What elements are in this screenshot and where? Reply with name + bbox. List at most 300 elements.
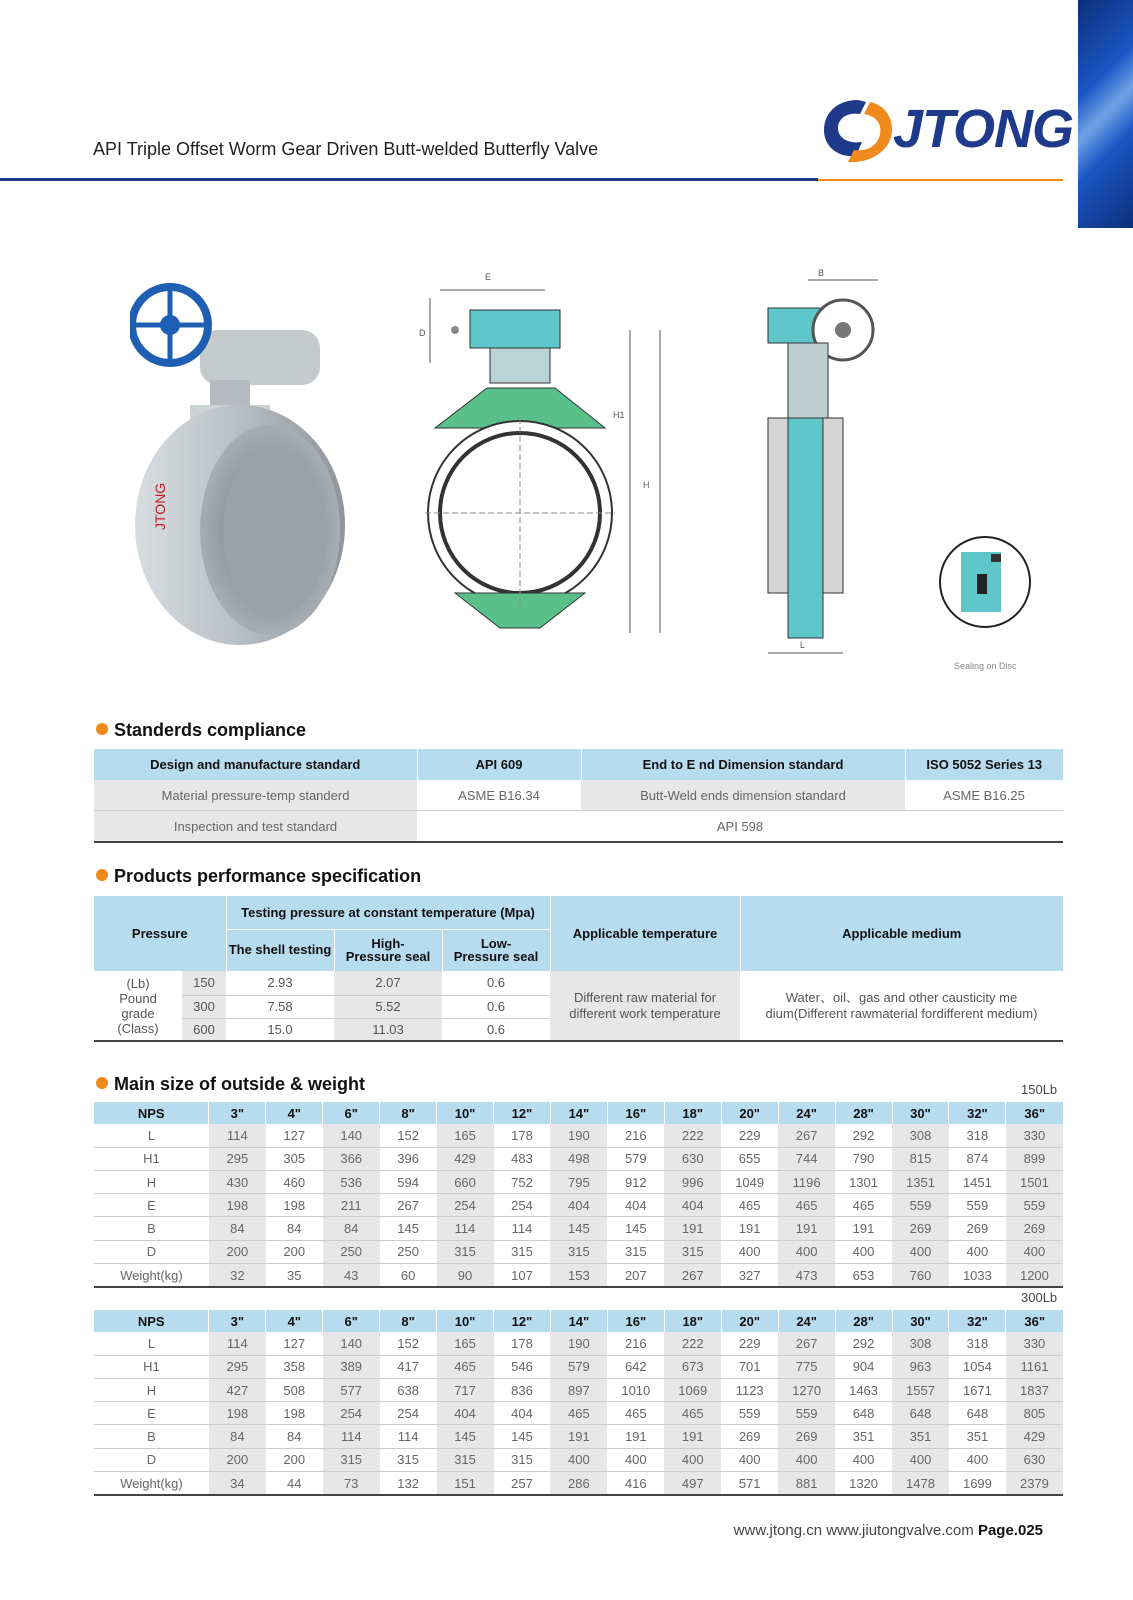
- side-view-drawing: [758, 268, 888, 668]
- table-cell: 795: [550, 1170, 607, 1193]
- table-cell: 579: [550, 1355, 607, 1378]
- table-cell: 559: [1006, 1194, 1063, 1217]
- class-300-label: 300Lb: [1021, 1290, 1058, 1305]
- table-cell: 1463: [835, 1378, 892, 1401]
- table-cell: 400: [778, 1448, 835, 1471]
- table-cell: Design and manufacture standard: [94, 749, 417, 780]
- performance-heading: [96, 866, 421, 887]
- table-cell: Low- Pressure seal: [442, 929, 550, 971]
- table-header-cell: 36": [1006, 1102, 1063, 1124]
- table-cell: 465: [721, 1194, 778, 1217]
- table-cell: 0.6: [486, 1021, 506, 1037]
- table-cell: 429: [437, 1147, 494, 1170]
- table-header-cell: 6": [323, 1310, 380, 1332]
- table-cell: 216: [607, 1124, 664, 1147]
- table-cell: 178: [494, 1124, 551, 1147]
- table-cell: 190: [550, 1124, 607, 1147]
- table-header-cell: 8": [380, 1102, 437, 1124]
- table-cell: 84: [266, 1425, 323, 1448]
- table-row: [94, 896, 1063, 929]
- table-cell: E: [94, 1402, 209, 1425]
- table-cell: 330: [1006, 1124, 1063, 1147]
- header-rule: [0, 178, 818, 181]
- table-cell: 366: [323, 1147, 380, 1170]
- table-cell: 84: [209, 1425, 266, 1448]
- table-cell: (Lb) Pound grade (Class): [117, 975, 159, 1036]
- table-cell: 559: [949, 1194, 1006, 1217]
- table-cell: 400: [892, 1240, 949, 1263]
- standards-heading: [96, 720, 306, 741]
- footer: [734, 1522, 1043, 1539]
- table-cell: 1123: [721, 1378, 778, 1401]
- dim-h1-label: H1: [613, 410, 625, 420]
- table-cell: High- Pressure seal: [334, 929, 442, 971]
- table-cell: 191: [664, 1425, 721, 1448]
- table-cell: 912: [607, 1170, 664, 1193]
- table-cell: E: [94, 1194, 209, 1217]
- table-row: [94, 1332, 1063, 1355]
- table-cell: Different raw material for different work temperature: [550, 971, 740, 1041]
- table-cell: Pressure: [94, 896, 226, 971]
- table-cell: 465: [835, 1194, 892, 1217]
- table-cell: 308: [892, 1332, 949, 1355]
- table-cell: 648: [949, 1402, 1006, 1425]
- table-cell: 2379: [1006, 1472, 1063, 1496]
- table-cell: 460: [266, 1170, 323, 1193]
- table-cell: 84: [266, 1217, 323, 1240]
- table-cell: 465: [437, 1355, 494, 1378]
- table-header-cell: 3": [209, 1310, 266, 1332]
- table-cell: 1033: [949, 1264, 1006, 1288]
- table-cell: 73: [323, 1472, 380, 1496]
- table-cell: 5.52: [334, 995, 442, 1018]
- table-cell: H1: [94, 1147, 209, 1170]
- table-cell: 0.6: [442, 995, 550, 1018]
- table-cell: L: [94, 1124, 209, 1147]
- table-cell: 400: [721, 1240, 778, 1263]
- table-cell: ISO 5052 Series 13: [905, 749, 1063, 780]
- table-cell: 805: [1006, 1402, 1063, 1425]
- table-cell: 207: [607, 1264, 664, 1288]
- table-cell: 571: [721, 1472, 778, 1496]
- table-cell: D: [94, 1240, 209, 1263]
- table-cell: 35: [266, 1264, 323, 1288]
- table-cell: 404: [550, 1194, 607, 1217]
- size-heading: [96, 1074, 365, 1095]
- table-cell: 200: [209, 1448, 266, 1471]
- table-cell: 790: [835, 1147, 892, 1170]
- table-cell: 269: [778, 1425, 835, 1448]
- table-cell: 430: [209, 1170, 266, 1193]
- table-cell: 1501: [1006, 1170, 1063, 1193]
- table-cell: 34: [209, 1472, 266, 1496]
- table-cell: B: [94, 1217, 209, 1240]
- table-header-row: [94, 1102, 1063, 1124]
- table-cell: 653: [835, 1264, 892, 1288]
- table-row: [94, 1472, 1063, 1496]
- table-row: [94, 1147, 1063, 1170]
- table-cell: 594: [380, 1170, 437, 1193]
- table-cell: 222: [664, 1332, 721, 1355]
- table-cell: 358: [266, 1355, 323, 1378]
- table-cell: Weight(kg): [94, 1472, 209, 1496]
- table-cell: ASME B16.34: [417, 780, 581, 811]
- table-header-cell: 28": [835, 1310, 892, 1332]
- table-row: [94, 1264, 1063, 1288]
- table-cell: 673: [664, 1355, 721, 1378]
- table-header-cell: 14": [550, 1102, 607, 1124]
- table-cell: 269: [1006, 1217, 1063, 1240]
- table-cell: 963: [892, 1355, 949, 1378]
- table-cell: 1557: [892, 1378, 949, 1401]
- table-cell: 127: [266, 1332, 323, 1355]
- table-cell: 191: [721, 1217, 778, 1240]
- table-cell: B: [94, 1425, 209, 1448]
- table-cell: 330: [1006, 1332, 1063, 1355]
- table-cell: 400: [835, 1448, 892, 1471]
- table-cell: 132: [380, 1472, 437, 1496]
- svg-text:JTONG: JTONG: [152, 482, 168, 530]
- table-cell: 648: [892, 1402, 949, 1425]
- table-cell: 114: [323, 1425, 380, 1448]
- table-cell: 904: [835, 1355, 892, 1378]
- table-row: [94, 1402, 1063, 1425]
- table-cell: 577: [323, 1378, 380, 1401]
- table-cell: 267: [664, 1264, 721, 1288]
- table-cell: 15.0: [267, 1021, 293, 1037]
- table-cell: 760: [892, 1264, 949, 1288]
- table-cell: 254: [323, 1402, 380, 1425]
- table-cell: 559: [721, 1402, 778, 1425]
- table-cell: Applicable temperature: [550, 896, 740, 971]
- table-cell: 315: [607, 1240, 664, 1263]
- table-cell: 165: [437, 1332, 494, 1355]
- table-header-cell: 12": [494, 1102, 551, 1124]
- table-cell: 315: [323, 1448, 380, 1471]
- table-cell: 150: [182, 971, 226, 995]
- table-cell: 775: [778, 1355, 835, 1378]
- table-cell: 1671: [949, 1378, 1006, 1401]
- header-rule-accent: [818, 179, 1063, 181]
- table-cell: 400: [949, 1240, 1006, 1263]
- table-cell: 295: [209, 1147, 266, 1170]
- table-cell: 250: [323, 1240, 380, 1263]
- table-cell: 427: [209, 1378, 266, 1401]
- table-cell: 465: [664, 1402, 721, 1425]
- table-cell: 1161: [1006, 1355, 1063, 1378]
- table-cell: 717: [437, 1378, 494, 1401]
- table-cell: Butt-Weld ends dimension standard: [581, 780, 905, 811]
- table-cell: 318: [949, 1332, 1006, 1355]
- table-cell: 229: [721, 1332, 778, 1355]
- table-cell: 153: [550, 1264, 607, 1288]
- table-cell: 465: [607, 1402, 664, 1425]
- table-cell: 191: [664, 1217, 721, 1240]
- table-header-cell: 20": [721, 1102, 778, 1124]
- table-cell: 404: [607, 1194, 664, 1217]
- table-cell: 400: [550, 1448, 607, 1471]
- table-cell: 1069: [664, 1378, 721, 1401]
- table-cell: 190: [550, 1332, 607, 1355]
- table-cell: 327: [721, 1264, 778, 1288]
- table-cell: 44: [266, 1472, 323, 1496]
- table-cell: 404: [494, 1402, 551, 1425]
- table-cell: 114: [437, 1217, 494, 1240]
- table-cell: 229: [721, 1124, 778, 1147]
- table-header-cell: 20": [721, 1310, 778, 1332]
- table-cell: 701: [721, 1355, 778, 1378]
- table-cell: 114: [209, 1124, 266, 1147]
- table-cell: 90: [437, 1264, 494, 1288]
- table-header-cell: 10": [437, 1310, 494, 1332]
- table-cell: 254: [437, 1194, 494, 1217]
- size-heading-text: Main size of outside & weight: [114, 1074, 366, 1094]
- table-cell: 559: [892, 1194, 949, 1217]
- seal-detail-caption: Sealing on Disc: [954, 661, 1017, 671]
- table-cell: 752: [494, 1170, 551, 1193]
- table-cell: 165: [437, 1124, 494, 1147]
- table-cell: 7.58: [226, 995, 334, 1018]
- table-cell: 655: [721, 1147, 778, 1170]
- table-cell: 465: [778, 1194, 835, 1217]
- table-cell: 396: [380, 1147, 437, 1170]
- table-cell: Weight(kg): [94, 1264, 209, 1288]
- table-cell: 315: [437, 1240, 494, 1263]
- table-header-cell: 3": [209, 1102, 266, 1124]
- valve-photo: [130, 270, 345, 645]
- table-cell: 315: [437, 1448, 494, 1471]
- performance-table: [94, 896, 1063, 1042]
- table-row: [94, 971, 1063, 995]
- table-cell: 254: [494, 1194, 551, 1217]
- table-header-cell: 18": [664, 1310, 721, 1332]
- table-cell: 257: [494, 1472, 551, 1496]
- table-cell: 145: [437, 1425, 494, 1448]
- table-cell: 1837: [1006, 1378, 1063, 1401]
- table-cell: 60: [380, 1264, 437, 1288]
- table-cell: 351: [892, 1425, 949, 1448]
- table-cell: Material pressure-temp standerd: [94, 780, 417, 811]
- dim-b-label: B: [818, 268, 825, 278]
- table-header-row: [94, 1310, 1063, 1332]
- table-cell: 1196: [778, 1170, 835, 1193]
- table-header-cell: NPS: [94, 1102, 209, 1124]
- table-cell: 536: [323, 1170, 380, 1193]
- table-cell: 250: [380, 1240, 437, 1263]
- table-cell: 508: [266, 1378, 323, 1401]
- table-header-cell: 32": [949, 1102, 1006, 1124]
- table-cell: 286: [550, 1472, 607, 1496]
- table-cell: ASME B16.25: [905, 780, 1063, 811]
- table-cell: 465: [550, 1402, 607, 1425]
- table-cell: 295: [209, 1355, 266, 1378]
- table-cell: 140: [323, 1124, 380, 1147]
- size-table-150lb: [94, 1102, 1063, 1288]
- dim-d-label: D: [419, 328, 426, 338]
- table-header-cell: 32": [949, 1310, 1006, 1332]
- dim-e-label: E: [485, 272, 492, 282]
- table-cell: 222: [664, 1124, 721, 1147]
- table-cell: 114: [380, 1425, 437, 1448]
- table-cell: 216: [607, 1332, 664, 1355]
- table-cell: Applicable medium: [740, 896, 1063, 971]
- table-cell: 600: [182, 1018, 226, 1041]
- table-cell: 638: [380, 1378, 437, 1401]
- table-cell: 2.07: [334, 971, 442, 995]
- table-cell: 648: [835, 1402, 892, 1425]
- table-header-cell: 30": [892, 1310, 949, 1332]
- table-row: [94, 749, 1063, 780]
- table-cell: 404: [664, 1194, 721, 1217]
- table-cell: 200: [266, 1240, 323, 1263]
- table-cell: 114: [494, 1217, 551, 1240]
- table-cell: 200: [209, 1240, 266, 1263]
- dim-l-label: L: [800, 640, 806, 650]
- table-header-cell: 8": [380, 1310, 437, 1332]
- table-header-cell: 36": [1006, 1310, 1063, 1332]
- table-cell: 315: [550, 1240, 607, 1263]
- table-cell: 191: [607, 1425, 664, 1448]
- table-cell: API 598: [417, 811, 1063, 843]
- table-cell: 107: [494, 1264, 551, 1288]
- table-cell: 497: [664, 1472, 721, 1496]
- table-cell: 400: [1006, 1240, 1063, 1263]
- table-cell: 400: [949, 1448, 1006, 1471]
- table-header-cell: NPS: [94, 1310, 209, 1332]
- seal-detail-drawing: [935, 534, 1050, 629]
- table-cell: 1451: [949, 1170, 1006, 1193]
- table-cell: 1049: [721, 1170, 778, 1193]
- table-header-cell: 4": [266, 1102, 323, 1124]
- table-cell: 308: [892, 1124, 949, 1147]
- table-cell: 815: [892, 1147, 949, 1170]
- table-header-cell: 10": [437, 1102, 494, 1124]
- table-cell: The shell testing: [226, 929, 334, 971]
- table-cell: 198: [266, 1194, 323, 1217]
- table-cell: 211: [323, 1194, 380, 1217]
- bullet-icon: [96, 1077, 108, 1089]
- table-cell: 1699: [949, 1472, 1006, 1496]
- table-cell: 315: [494, 1448, 551, 1471]
- table-row: [94, 780, 1063, 811]
- logo-icon: [818, 92, 893, 164]
- bullet-icon: [96, 723, 108, 735]
- standards-heading-text: Standerds compliance: [114, 720, 307, 740]
- table-cell: 140: [323, 1332, 380, 1355]
- table-cell: 191: [550, 1425, 607, 1448]
- table-cell: 483: [494, 1147, 551, 1170]
- table-cell: 1200: [1006, 1264, 1063, 1288]
- table-cell: 1478: [892, 1472, 949, 1496]
- table-row: [94, 811, 1063, 843]
- table-cell: 292: [835, 1124, 892, 1147]
- page-number: Page.025: [977, 1522, 1043, 1539]
- table-row: [94, 1355, 1063, 1378]
- table-cell: 400: [778, 1240, 835, 1263]
- table-header-cell: 28": [835, 1102, 892, 1124]
- table-cell: H1: [94, 1355, 209, 1378]
- table-cell: 1301: [835, 1170, 892, 1193]
- table-cell: 351: [949, 1425, 1006, 1448]
- table-cell: 145: [494, 1425, 551, 1448]
- table-cell: 305: [266, 1147, 323, 1170]
- table-cell: 152: [380, 1332, 437, 1355]
- table-cell: 400: [607, 1448, 664, 1471]
- table-cell: 429: [1006, 1425, 1063, 1448]
- table-header-cell: 14": [550, 1310, 607, 1332]
- table-cell: 416: [607, 1472, 664, 1496]
- table-cell: 198: [209, 1402, 266, 1425]
- table-header-cell: 24": [778, 1310, 835, 1332]
- table-cell: 178: [494, 1332, 551, 1355]
- table-cell: 400: [721, 1448, 778, 1471]
- table-cell: 267: [380, 1194, 437, 1217]
- table-cell: 198: [209, 1194, 266, 1217]
- table-cell: 546: [494, 1355, 551, 1378]
- table-cell: 881: [778, 1472, 835, 1496]
- table-cell: 191: [778, 1217, 835, 1240]
- table-cell: 198: [266, 1402, 323, 1425]
- table-cell: L: [94, 1332, 209, 1355]
- table-cell: 874: [949, 1147, 1006, 1170]
- table-cell: D: [94, 1448, 209, 1471]
- table-header-cell: 16": [607, 1102, 664, 1124]
- table-cell: 1054: [949, 1355, 1006, 1378]
- table-cell: 145: [607, 1217, 664, 1240]
- table-cell: H: [94, 1378, 209, 1401]
- class-150-label: 150Lb: [1021, 1082, 1058, 1097]
- logo-text: JTONG: [893, 99, 1074, 159]
- table-header-cell: 30": [892, 1102, 949, 1124]
- table-row: [94, 1217, 1063, 1240]
- table-cell: 315: [664, 1240, 721, 1263]
- table-cell: 191: [835, 1217, 892, 1240]
- table-header-cell: 12": [494, 1310, 551, 1332]
- table-cell: 630: [1006, 1448, 1063, 1471]
- table-cell: 400: [892, 1448, 949, 1471]
- table-header-cell: 16": [607, 1310, 664, 1332]
- table-cell: 292: [835, 1332, 892, 1355]
- table-row: [94, 1194, 1063, 1217]
- front-view-drawing: [415, 268, 675, 653]
- table-cell: 400: [664, 1448, 721, 1471]
- table-cell: 152: [380, 1124, 437, 1147]
- table-row: [94, 1378, 1063, 1401]
- table-cell: 744: [778, 1147, 835, 1170]
- table-cell: 559: [778, 1402, 835, 1425]
- table-cell: 400: [835, 1240, 892, 1263]
- table-cell: 84: [209, 1217, 266, 1240]
- table-cell: Inspection and test standard: [94, 811, 417, 843]
- footer-urls: www.jtong.cn www.jiutongvalve.com: [733, 1522, 974, 1539]
- page-title: API Triple Offset Worm Gear Driven Butt-welded Butterfly Valve: [93, 139, 599, 159]
- table-cell: 32: [209, 1264, 266, 1288]
- table-cell: 473: [778, 1264, 835, 1288]
- table-cell: 84: [323, 1217, 380, 1240]
- table-cell: 1351: [892, 1170, 949, 1193]
- table-cell: 498: [550, 1147, 607, 1170]
- table-cell: 269: [949, 1217, 1006, 1240]
- table-cell: 315: [494, 1240, 551, 1263]
- table-cell: H: [94, 1170, 209, 1193]
- table-header-cell: 6": [323, 1102, 380, 1124]
- bullet-icon: [96, 869, 108, 881]
- table-cell: 630: [664, 1147, 721, 1170]
- table-cell: 404: [437, 1402, 494, 1425]
- table-cell: 267: [778, 1124, 835, 1147]
- table-cell: 0.6: [442, 971, 550, 995]
- table-row: [94, 1124, 1063, 1147]
